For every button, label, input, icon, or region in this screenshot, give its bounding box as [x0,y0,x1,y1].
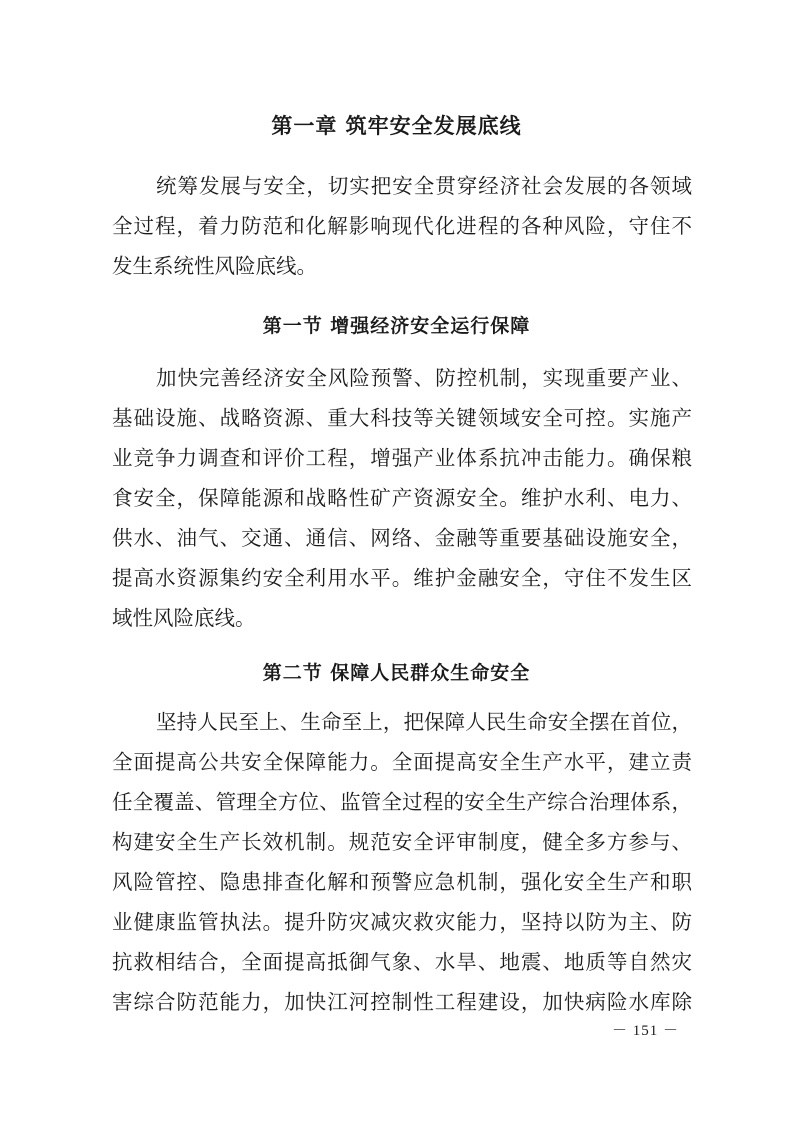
section-title-2: 第二节 保障人民群众生命安全 [262,662,531,684]
paragraph-line: 食安全，保障能源和战略性矿产资源安全。维护水利、电力、 [112,486,692,510]
paragraph-line: 统筹发展与安全，切实把安全贯穿经济社会发展的各领域 [156,174,692,198]
paragraph-line: 提高水资源集约安全利用水平。维护金融安全，守住不发生区 [112,566,692,590]
paragraph-line: 全过程，着力防范和化解影响现代化进程的各种风险，守住不 [112,214,692,238]
paragraph-line: 发生系统性风险底线。 [112,254,317,278]
paragraph-line: 构建安全生产长效机制。规范安全评审制度，健全多方参与、 [112,830,692,854]
paragraph-line: 任全覆盖、管理全方位、监管全过程的安全生产综合治理体系， [112,790,692,814]
paragraph-line: 坚持人民至上、生命至上，把保障人民生命安全摆在首位， [156,710,692,734]
page-number: － 151 － [612,1023,680,1039]
section-1-paragraph [112,358,692,638]
paragraph-line: 加快完善经济安全风险预警、防控机制，实现重要产业、 [156,366,692,390]
section-2-paragraph [112,702,692,1022]
paragraph-line: 害综合防范能力，加快江河控制性工程建设，加快病险水库除 [112,990,692,1014]
chapter-intro-paragraph [112,166,692,286]
paragraph-line: 全面提高公共安全保障能力。全面提高安全生产水平，建立责 [112,750,692,774]
paragraph-line: 抗救相结合，全面提高抵御气象、水旱、地震、地质等自然灾 [112,950,692,974]
paragraph-line: 风险管控、隐患排查化解和预警应急机制，强化安全生产和职 [112,870,692,894]
paragraph-line: 基础设施、战略资源、重大科技等关键领域安全可控。实施产 [112,406,692,430]
paragraph-line: 供水、油气、交通、通信、网络、金融等重要基础设施安全， [112,526,692,550]
paragraph-line: 业竞争力调查和评价工程，增强产业体系抗冲击能力。确保粮 [112,446,692,470]
chapter-title: 第一章 筑牢安全发展底线 [271,114,522,138]
paragraph-line: 域性风险底线。 [112,606,256,630]
paragraph-line: 业健康监管执法。提升防灾减灾救灾能力，坚持以防为主、防 [112,910,692,934]
section-title-1: 第一节 增强经济安全运行保障 [262,315,531,337]
